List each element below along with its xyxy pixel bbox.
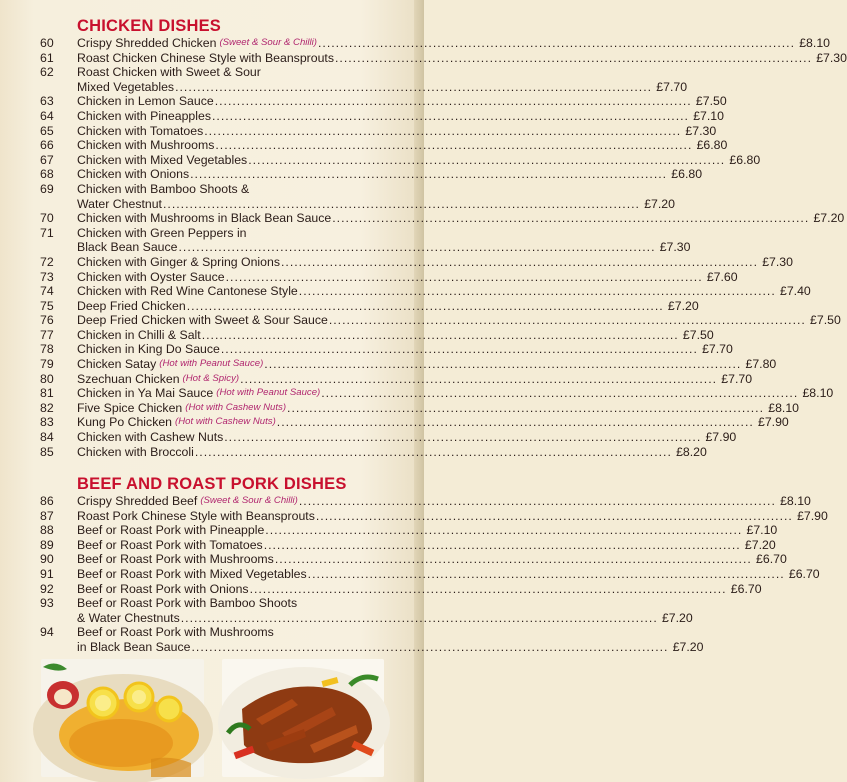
dot-leader xyxy=(175,80,652,95)
item-body xyxy=(77,153,760,168)
item-name: Chicken with Cashew Nuts xyxy=(77,430,224,445)
item-body xyxy=(77,182,675,211)
item-name: Beef or Roast Pork with Pineapple xyxy=(77,523,265,538)
item-line xyxy=(77,211,844,226)
item-line xyxy=(77,445,707,460)
item-body xyxy=(77,582,762,597)
dot-leader xyxy=(221,342,698,357)
item-body xyxy=(77,284,811,299)
dot-leader xyxy=(215,138,692,153)
item-line xyxy=(77,342,733,357)
item-number: 60 xyxy=(40,36,54,50)
item-line xyxy=(77,197,675,212)
item-name: Chicken with Onions xyxy=(77,167,190,182)
menu-item xyxy=(40,313,841,328)
item-line xyxy=(77,552,787,567)
item-body xyxy=(77,124,716,139)
menu-item xyxy=(40,36,830,51)
item-name: Five Spice Chicken xyxy=(77,400,183,415)
item-line xyxy=(77,109,724,124)
item-line xyxy=(77,611,693,626)
item-name: Chicken in Lemon Sauce xyxy=(77,94,214,109)
item-number: 81 xyxy=(40,386,54,401)
item-price: £6.80 xyxy=(696,138,728,153)
item-number: 78 xyxy=(40,342,54,357)
item-name: Chicken with Mixed Vegetables xyxy=(77,152,248,167)
menu-item xyxy=(40,430,737,445)
item-body xyxy=(77,523,777,538)
item-name: Beef or Roast Pork with Mixed Vegetables xyxy=(77,566,307,581)
dot-leader xyxy=(179,240,656,255)
item-line xyxy=(77,36,830,51)
item-number: 77 xyxy=(40,327,54,342)
dot-leader xyxy=(212,109,689,124)
item-body xyxy=(77,401,799,416)
item-price: £7.10 xyxy=(746,523,778,538)
item-number: 71 xyxy=(40,225,54,240)
dot-leader xyxy=(181,611,658,626)
menu-item xyxy=(40,596,693,625)
item-line xyxy=(77,65,687,80)
menu-item xyxy=(40,625,704,654)
dot-leader xyxy=(316,509,793,524)
item-number: 63 xyxy=(40,94,54,109)
item-line xyxy=(77,596,693,611)
item-number: 87 xyxy=(40,508,54,523)
item-body xyxy=(77,357,776,372)
item-body xyxy=(77,509,828,524)
item-line xyxy=(77,51,847,66)
item-price: £7.90 xyxy=(758,415,789,430)
dot-leader xyxy=(224,430,701,445)
item-price: £7.20 xyxy=(661,610,693,625)
menu-item xyxy=(40,254,793,270)
menu-item xyxy=(40,415,789,430)
item-body xyxy=(77,372,752,387)
lemon-chicken-photo-icon xyxy=(41,659,204,777)
item-price: £7.70 xyxy=(656,79,688,94)
item-line xyxy=(77,94,727,109)
menu-item xyxy=(40,342,733,357)
item-name: Chicken with Ginger & Spring Onions xyxy=(77,254,280,269)
item-line xyxy=(77,582,762,597)
item-name: Chicken in King Do Sauce xyxy=(77,342,220,357)
item-name: Beef or Roast Pork with Onions xyxy=(77,581,249,596)
item-body xyxy=(77,552,787,567)
item-price: £6.70 xyxy=(756,552,787,567)
crispy-beef-photo-icon xyxy=(222,659,384,777)
dot-leader xyxy=(163,197,640,212)
item-price: £7.30 xyxy=(685,123,717,138)
menu-item xyxy=(40,444,707,460)
item-body xyxy=(77,415,789,430)
dot-leader xyxy=(195,445,672,460)
item-line xyxy=(77,357,776,372)
item-number: 90 xyxy=(40,552,54,567)
item-name: Deep Fried Chicken with Sweet & Sour Sauce xyxy=(77,313,328,328)
menu-item xyxy=(40,152,761,168)
dot-leader xyxy=(299,494,776,509)
item-number: 91 xyxy=(40,566,54,581)
item-line xyxy=(77,124,716,139)
dot-leader xyxy=(277,415,754,430)
item-note: (Hot with Cashew Nuts) xyxy=(175,416,276,428)
item-line xyxy=(77,153,760,168)
item-body xyxy=(77,342,733,357)
item-price: £7.90 xyxy=(797,508,828,523)
item-name: Chicken with Red Wine Cantonese Style xyxy=(77,284,298,299)
item-price: £7.20 xyxy=(813,211,845,226)
item-note: (Hot with Peanut Sauce) xyxy=(159,358,264,370)
dot-leader xyxy=(287,401,764,416)
item-price: £7.10 xyxy=(693,108,724,123)
dot-leader xyxy=(215,94,692,109)
item-body xyxy=(77,625,703,654)
item-number: 64 xyxy=(40,108,54,123)
item-number: 73 xyxy=(40,269,54,284)
item-price: £8.10 xyxy=(768,400,800,415)
item-line xyxy=(77,430,736,445)
item-body xyxy=(77,596,693,625)
menu-item xyxy=(40,225,691,255)
item-name: Chicken with Broccoli xyxy=(77,444,194,459)
item-price: £8.10 xyxy=(799,36,830,50)
menu-item xyxy=(40,508,828,524)
item-price: £7.70 xyxy=(721,371,753,386)
item-body xyxy=(77,538,776,553)
dot-leader xyxy=(240,372,717,387)
item-number: 62 xyxy=(40,65,54,80)
item-line xyxy=(77,538,776,553)
menu-item-list xyxy=(40,494,828,655)
beef-pork-dishes-section xyxy=(40,474,828,655)
crispy-beef-illustration xyxy=(222,659,384,777)
menu-item xyxy=(40,284,811,299)
dot-leader xyxy=(265,523,742,538)
item-line xyxy=(77,372,752,387)
item-name: Chicken with Green Peppers in xyxy=(77,225,247,240)
item-body xyxy=(77,51,847,66)
menu-item xyxy=(40,357,777,372)
item-name: Chicken with Pineapples xyxy=(77,108,211,123)
item-number: 67 xyxy=(40,152,54,167)
item-line xyxy=(77,80,687,95)
item-line xyxy=(77,494,811,509)
menu-item-list xyxy=(40,36,847,459)
item-name: Black Bean Sauce xyxy=(77,240,178,255)
item-body xyxy=(77,94,727,109)
item-number: 79 xyxy=(40,357,54,372)
item-body xyxy=(77,386,833,401)
item-price: £7.20 xyxy=(644,196,675,211)
item-body xyxy=(77,567,820,582)
item-number: 94 xyxy=(40,625,54,640)
dot-leader xyxy=(299,284,776,299)
item-body xyxy=(77,328,714,343)
menu-item xyxy=(40,108,724,124)
item-name: Water Chestnut xyxy=(77,196,162,211)
dot-leader xyxy=(335,51,812,66)
item-name: Roast Chicken with Sweet & Sour xyxy=(77,65,261,80)
item-price: £8.10 xyxy=(802,386,834,401)
dot-leader xyxy=(187,299,664,314)
menu-item xyxy=(40,181,675,211)
item-line xyxy=(77,509,828,524)
item-body xyxy=(77,226,690,255)
item-price: £6.70 xyxy=(788,566,820,581)
item-number: 86 xyxy=(40,494,54,508)
item-number: 88 xyxy=(40,523,54,538)
menu-item xyxy=(40,65,688,94)
item-name: Chicken with Tomatoes xyxy=(77,123,204,138)
dot-leader xyxy=(248,153,725,168)
menu-item xyxy=(40,400,800,416)
menu-item xyxy=(40,327,714,343)
item-number: 72 xyxy=(40,254,54,269)
item-price: £7.30 xyxy=(659,240,691,255)
lemon-chicken-illustration xyxy=(41,659,204,777)
item-name: Crispy Shredded Chicken xyxy=(77,36,217,50)
menu-item xyxy=(40,581,762,597)
menu-item xyxy=(40,537,776,553)
item-line xyxy=(77,313,841,328)
item-body xyxy=(77,36,830,51)
item-line xyxy=(77,299,699,314)
item-number: 85 xyxy=(40,444,54,459)
item-body xyxy=(77,167,702,182)
item-number: 68 xyxy=(40,167,54,182)
menu-item xyxy=(40,167,703,182)
item-number: 89 xyxy=(40,537,54,552)
item-name: Chicken in Chilli & Salt xyxy=(77,327,201,342)
dot-leader xyxy=(264,357,741,372)
item-price: £7.20 xyxy=(744,537,776,552)
item-number: 76 xyxy=(40,313,54,328)
item-body xyxy=(77,65,687,94)
dot-leader xyxy=(308,567,785,582)
item-line xyxy=(77,401,799,416)
item-number: 65 xyxy=(40,123,54,138)
item-number: 61 xyxy=(40,50,54,65)
item-line xyxy=(77,182,675,197)
item-name: Mixed Vegetables xyxy=(77,79,175,94)
section-heading: BEEF AND ROAST PORK DISHES xyxy=(77,475,347,493)
item-line xyxy=(77,284,811,299)
item-name: Chicken in Ya Mai Sauce xyxy=(77,386,214,401)
item-body xyxy=(77,313,841,328)
item-name: Chicken with Bamboo Shoots & xyxy=(77,181,250,196)
item-line xyxy=(77,625,703,640)
menu-item xyxy=(40,211,845,226)
dot-leader xyxy=(275,552,752,567)
item-body xyxy=(77,494,811,509)
item-price: £7.20 xyxy=(672,639,704,654)
menu-item xyxy=(40,269,738,285)
dot-leader xyxy=(281,255,758,270)
item-number: 74 xyxy=(40,284,54,299)
item-body xyxy=(77,211,844,226)
item-price: £6.70 xyxy=(730,581,762,596)
menu-item xyxy=(40,138,728,153)
item-name: Chicken with Oyster Sauce xyxy=(77,269,225,284)
item-price: £7.20 xyxy=(667,298,699,313)
menu-item xyxy=(40,298,699,314)
item-price: £7.40 xyxy=(779,284,811,299)
item-body xyxy=(77,270,738,285)
menu-item xyxy=(40,494,811,509)
item-number: 75 xyxy=(40,298,54,313)
item-name: Beef or Roast Pork with Mushrooms xyxy=(77,625,274,640)
item-price: £7.80 xyxy=(745,357,777,372)
menu-item xyxy=(40,94,727,109)
item-note: (Hot & Spicy) xyxy=(182,372,240,384)
item-price: £6.80 xyxy=(671,167,703,182)
item-body xyxy=(77,255,793,270)
item-line xyxy=(77,255,793,270)
item-body xyxy=(77,445,707,460)
item-note: (Hot with Cashew Nuts) xyxy=(185,401,287,413)
item-line xyxy=(77,567,820,582)
item-price: £7.50 xyxy=(810,313,841,328)
section-heading: CHICKEN DISHES xyxy=(77,17,221,35)
item-name: Kung Po Chicken xyxy=(77,415,173,430)
item-price: £7.90 xyxy=(705,430,737,445)
item-line xyxy=(77,240,690,255)
item-body xyxy=(77,299,699,314)
item-price: £7.60 xyxy=(706,269,738,284)
item-name: Chicken Satay xyxy=(77,357,157,372)
item-body xyxy=(77,430,736,445)
item-body xyxy=(77,109,724,124)
item-number: 70 xyxy=(40,211,54,226)
dot-leader xyxy=(321,386,798,401)
item-name: & Water Chestnuts xyxy=(77,610,180,625)
dot-leader xyxy=(202,328,679,343)
item-line xyxy=(77,270,738,285)
dot-leader xyxy=(264,538,741,553)
item-line xyxy=(77,167,702,182)
dot-leader xyxy=(204,124,681,139)
item-price: £7.30 xyxy=(816,50,847,65)
item-line xyxy=(77,138,727,153)
item-number: 80 xyxy=(40,371,54,386)
item-name: Beef or Roast Pork with Tomatoes xyxy=(77,537,263,552)
dot-leader xyxy=(250,582,727,597)
item-number: 82 xyxy=(40,400,54,415)
menu-item xyxy=(40,123,717,139)
dot-leader xyxy=(332,211,809,226)
item-note: (Sweet & Sour & Chilli) xyxy=(219,37,318,48)
item-price: £6.80 xyxy=(729,152,761,167)
item-number: 93 xyxy=(40,596,54,611)
item-body xyxy=(77,138,727,153)
item-line xyxy=(77,386,833,401)
item-name: Chicken with Mushrooms xyxy=(77,138,215,153)
item-price: £7.50 xyxy=(682,327,714,342)
item-price: £7.70 xyxy=(702,342,733,357)
chicken-dishes-section xyxy=(40,16,847,459)
item-line xyxy=(77,640,703,655)
menu-item xyxy=(40,566,820,582)
menu-item xyxy=(40,552,787,567)
item-price: £8.10 xyxy=(780,494,811,508)
dot-leader xyxy=(226,270,703,285)
item-line xyxy=(77,328,714,343)
item-name: Szechuan Chicken xyxy=(77,371,180,386)
item-price: £8.20 xyxy=(676,444,707,459)
item-line xyxy=(77,226,690,241)
item-name: Deep Fried Chicken xyxy=(77,298,186,313)
dot-leader xyxy=(190,167,667,182)
item-number: 69 xyxy=(40,181,54,196)
item-name: Roast Chicken Chinese Style with Beansprouts xyxy=(77,50,334,65)
menu-item xyxy=(40,50,847,66)
item-name: in Black Bean Sauce xyxy=(77,639,191,654)
item-name: Chicken with Mushrooms in Black Bean Sauce xyxy=(77,211,332,226)
menu-item xyxy=(40,523,778,538)
dot-leader xyxy=(329,313,806,328)
item-number: 66 xyxy=(40,138,54,153)
item-number: 92 xyxy=(40,581,54,596)
item-name: Crispy Shredded Beef xyxy=(77,494,198,508)
item-note: (Hot with Peanut Sauce) xyxy=(216,387,321,399)
item-number: 83 xyxy=(40,415,54,430)
dot-leader xyxy=(191,640,668,655)
item-price: £7.50 xyxy=(695,94,727,109)
item-line xyxy=(77,523,777,538)
item-line xyxy=(77,415,789,430)
item-note: (Sweet & Sour & Chilli) xyxy=(200,495,298,506)
dot-leader xyxy=(318,36,795,51)
item-name: Roast Pork Chinese Style with Beansprouts xyxy=(77,508,315,523)
item-price: £7.30 xyxy=(762,254,793,269)
item-name: Beef or Roast Pork with Mushrooms xyxy=(77,552,274,567)
item-number: 84 xyxy=(40,430,54,445)
menu-item xyxy=(40,371,753,387)
item-name: Beef or Roast Pork with Bamboo Shoots xyxy=(77,596,298,611)
menu-item xyxy=(40,386,834,401)
